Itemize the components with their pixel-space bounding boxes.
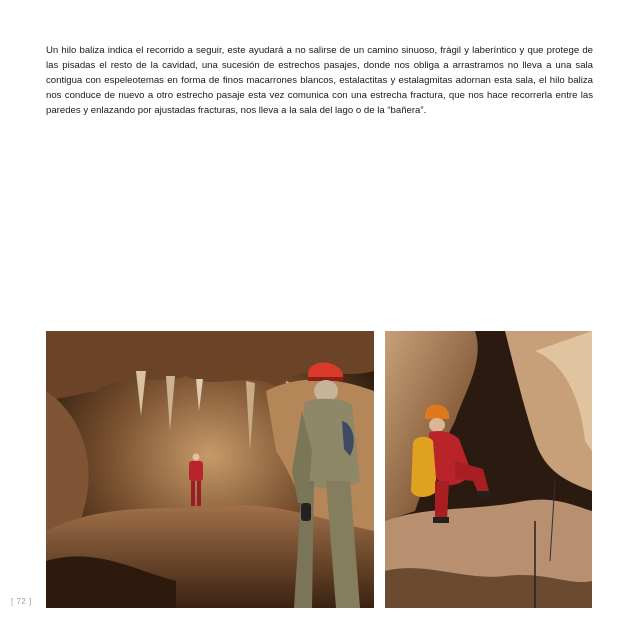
page-number: [ 72 ] (11, 597, 32, 606)
cave-photo-right (385, 331, 592, 608)
body-paragraph: Un hilo baliza indica el recorrido a seguir, este ayudará a no salirse de un camino sinuoso, frágil y laberíntico y que protege de las pisadas el resto de la cavidad, una sucesión de estrechos pasajes, donde nos obliga a arrastramos no lleva a una sala contigua con espeleotemas en forma de finos macarrones blancos, estalactitas y estalagmitas adornan esta sala, el hilo baliza nos conduce de nuevo a otro estrecho pasaje esta vez comunica con una estrecha fractura, que nos hace recorrerla entre las paredes y enlazando por ajustadas fracturas, nos lleva a la sala del lago o de la “bañera”. (46, 45, 593, 116)
cave-photo-left (46, 331, 374, 608)
cave-gallery-image (46, 331, 374, 608)
cave-fracture-image (385, 331, 592, 608)
